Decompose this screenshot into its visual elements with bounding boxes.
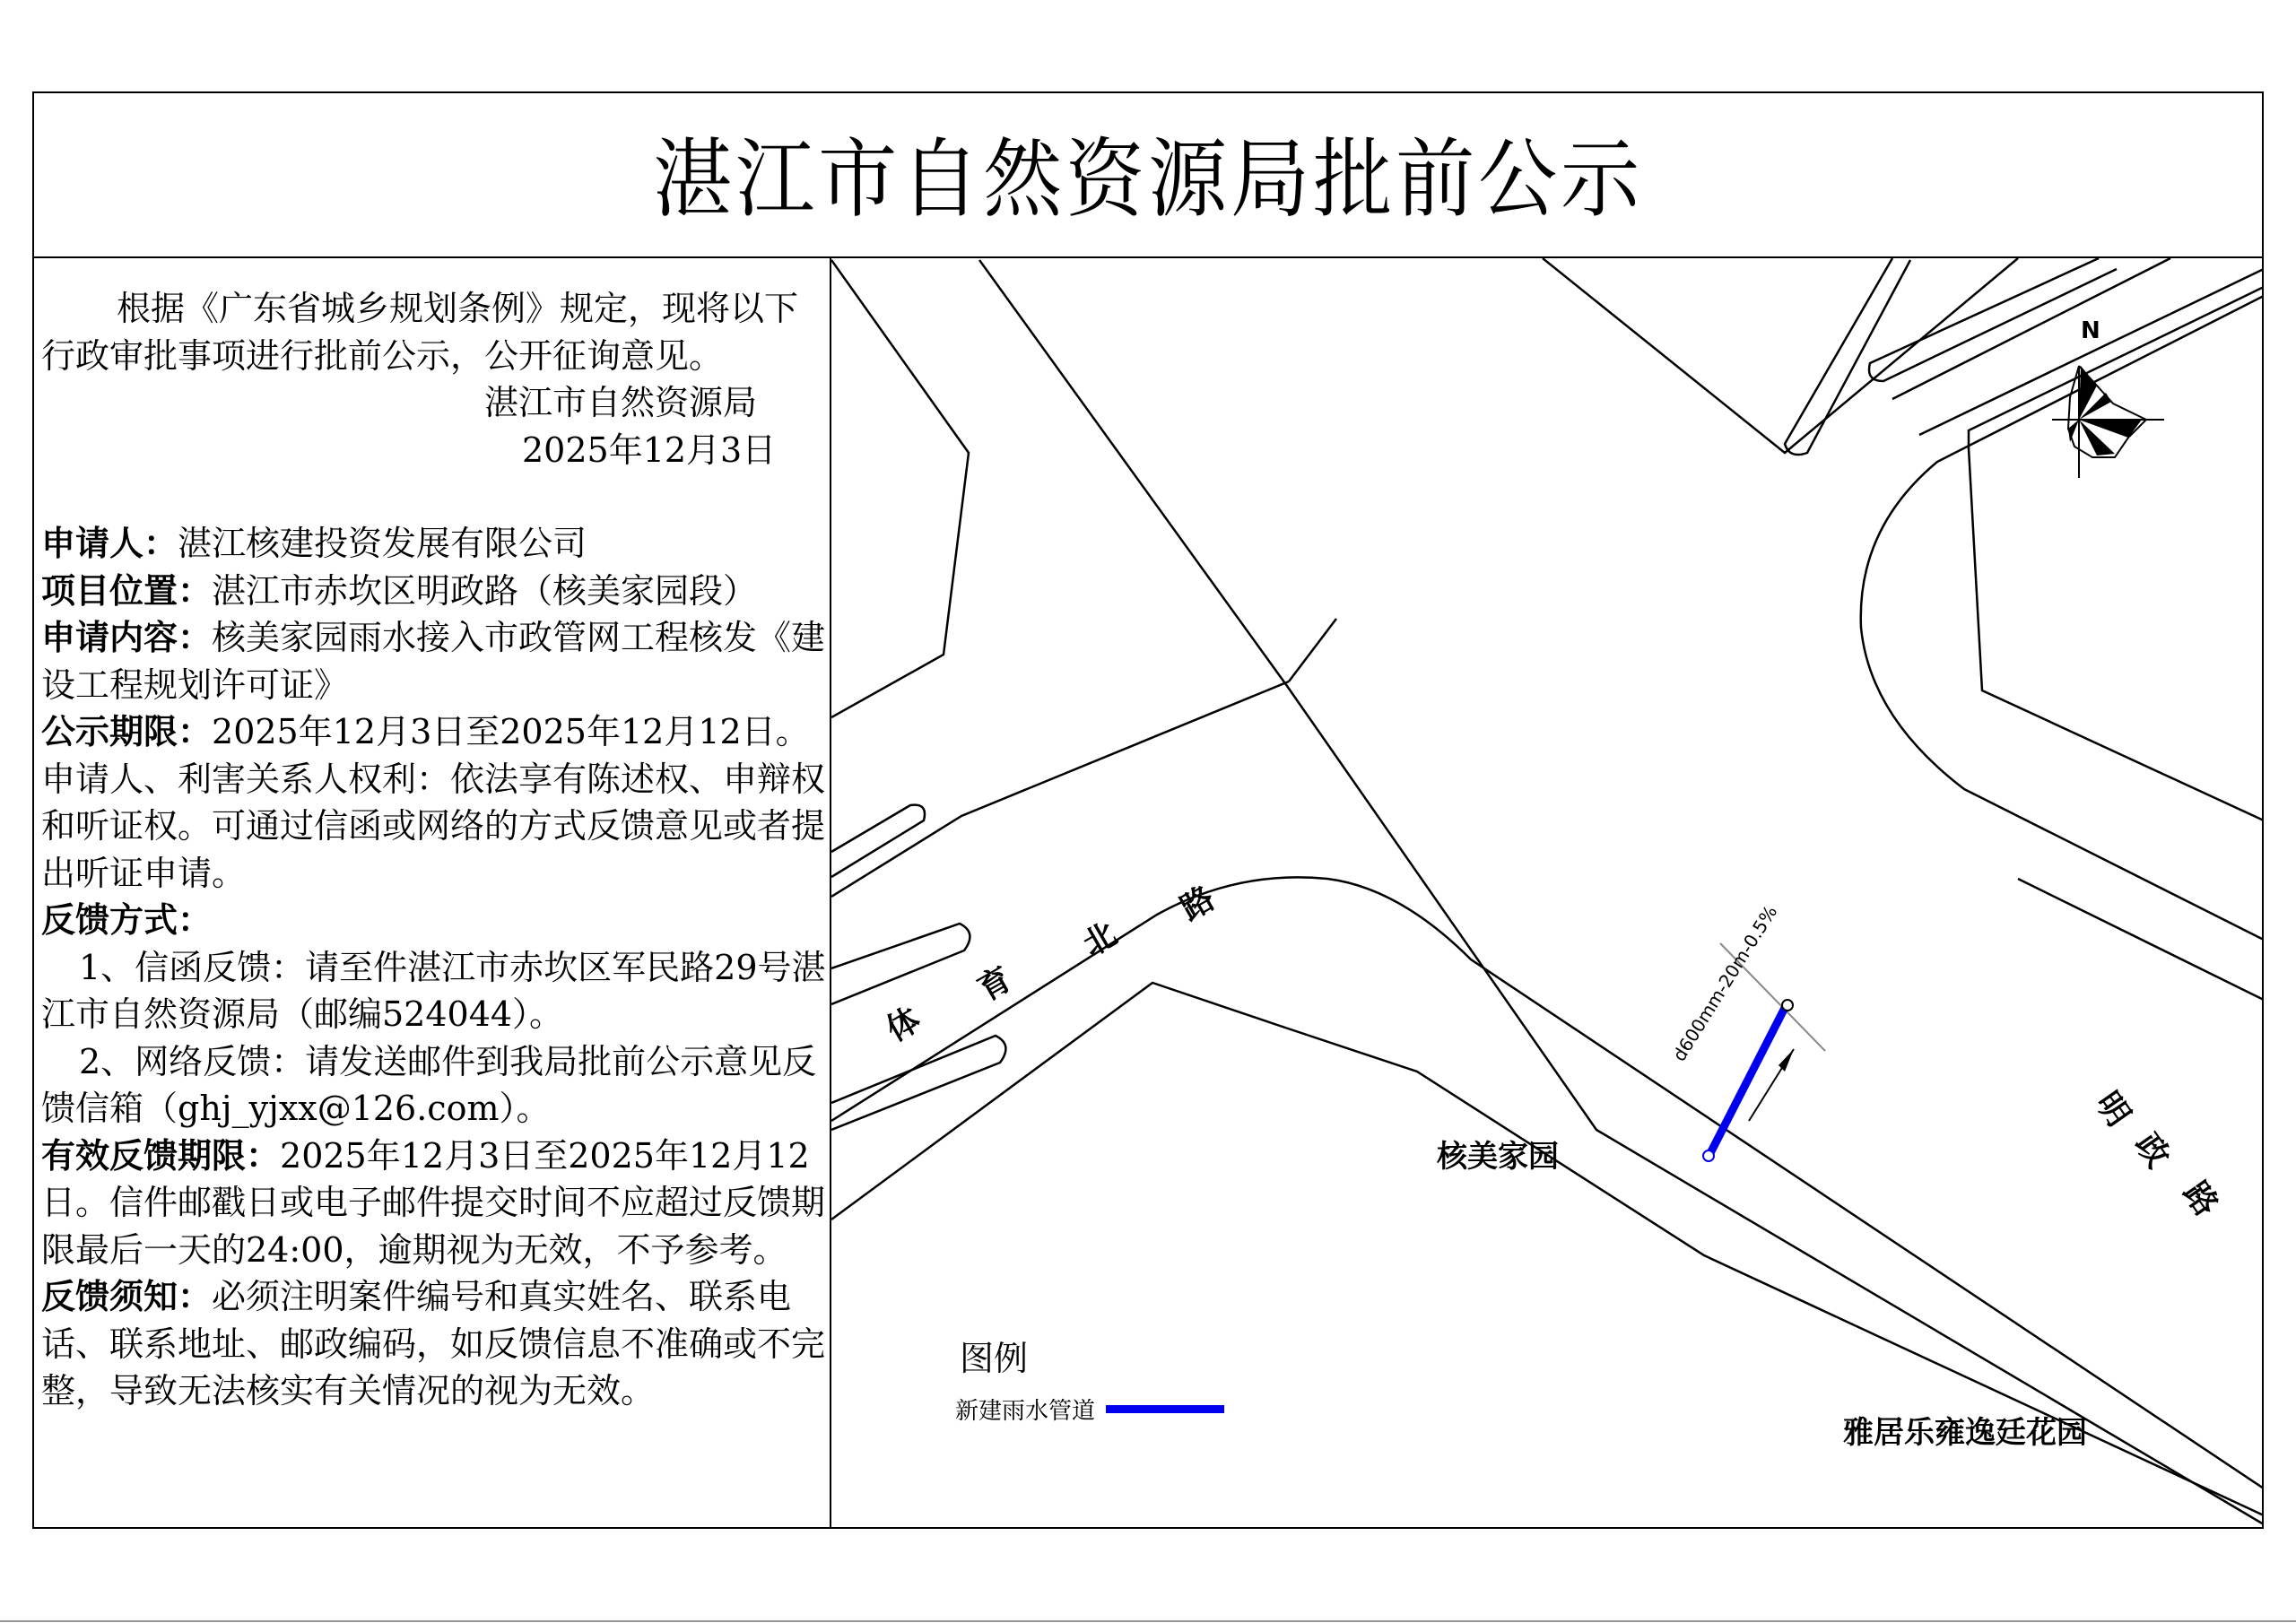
legend-swatch [1106,1405,1224,1413]
road-label-tiyu-char: 育 [971,960,1019,1009]
field-label: 有效反馈期限： [41,1134,281,1176]
place-label-yajule: 雅居乐雍逸廷花园 [1843,1415,2087,1451]
median [831,805,925,877]
page-title: 湛江市自然资源局批前公示 [653,128,1643,230]
field-value: 必须注明案件编号和真实姓名、联系电话、联系地址、邮政编码，如反馈信息不准确或不完整，导致无法核实有关情况的视为无效。 [41,1277,826,1410]
page-bottom-rule [0,1620,2296,1622]
place-label-hemei: 核美家园 [1437,1139,1559,1175]
feedback-method-email: 2、网络反馈：请发送邮件到我局批前公示意见反馈信箱（ghj_yjxx@126.com）。 [41,1041,817,1128]
legend-item-label: 新建雨水管道 [955,1398,1096,1425]
notice-text-panel [41,285,826,1415]
field-applicant [41,520,826,568]
road-label-mingzheng-char: 路 [2176,1175,2225,1223]
feedback-notice [41,1273,826,1415]
feedback-heading: 反馈方式： [41,899,213,940]
manhole-upper [1782,1000,1793,1011]
field-value: 2025年12月3日至2025年12月12日。 [212,712,810,751]
road-label-mingzheng-char: 明 [2088,1085,2137,1133]
issuer: 湛江市自然资源局 [484,383,758,422]
field-label: 公示期限： [41,711,213,751]
valid-period [41,1133,826,1274]
legend-item-rain-pipe [955,1393,1224,1426]
field-label: 反馈须知： [41,1276,213,1316]
feedback-method-letter: 1、信函反馈：请至件湛江市赤坎区军民路29号湛江市自然资源局（邮编524044）。 [41,947,826,1034]
intro-paragraph: 根据《广东省城乡规划条例》规定，现将以下行政审批事项进行批前公示，公开征询意见。 [41,289,799,376]
legend-title: 图例 [960,1339,1029,1378]
median [831,1036,1005,1130]
road-edge [1289,619,1336,681]
title-row [32,91,2264,258]
road-edge [831,681,1289,897]
field-label: 申请人： [41,523,178,563]
field-value: 湛江核建投资发展有限公司 [178,524,587,563]
road-label-tiyu-char: 北 [1076,916,1124,964]
median [1785,258,1910,455]
field-label: 申请内容： [41,617,213,657]
road-label-tiyu-char: 体 [880,1001,927,1049]
field-value: 2025年12月3日至2025年12月12日。信件邮戳日或电子邮件提交时间不应超过反馈期限最后一天的24:00，逾期视为无效，不予参考。 [41,1135,826,1270]
pipe-label: d600mm-20m-0.5% [1668,901,1782,1065]
field-location [41,568,826,615]
issue-date: 2025年12月3日 [522,430,777,470]
road-label-mingzheng-char: 政 [2127,1126,2177,1175]
rights-paragraph: 申请人、利害关系人权利：依法享有陈述权、申辩权和听证权。可通过信函或网络的方式反馈意见或者提出听证申请。 [41,759,826,893]
road-edge [1543,258,2018,453]
site-map [831,258,2264,1529]
block-boundary [1969,287,2264,820]
road-edge [2018,879,2264,1000]
block-boundary [831,260,969,717]
road-edge [1861,296,2264,940]
road-label-tiyu-char: 路 [1174,880,1222,928]
median [831,924,970,1004]
field-period [41,708,826,756]
field-value: 核美家园雨水接入市政管网工程核发《建设工程规划许可证》 [41,618,826,705]
north-label: N [2081,317,2100,344]
manhole-lower [1703,1150,1714,1161]
field-value: 湛江市赤坎区明政路（核美家园段） [212,570,758,611]
median [1869,258,2117,381]
field-content [41,614,826,708]
field-label: 项目位置： [41,569,213,611]
